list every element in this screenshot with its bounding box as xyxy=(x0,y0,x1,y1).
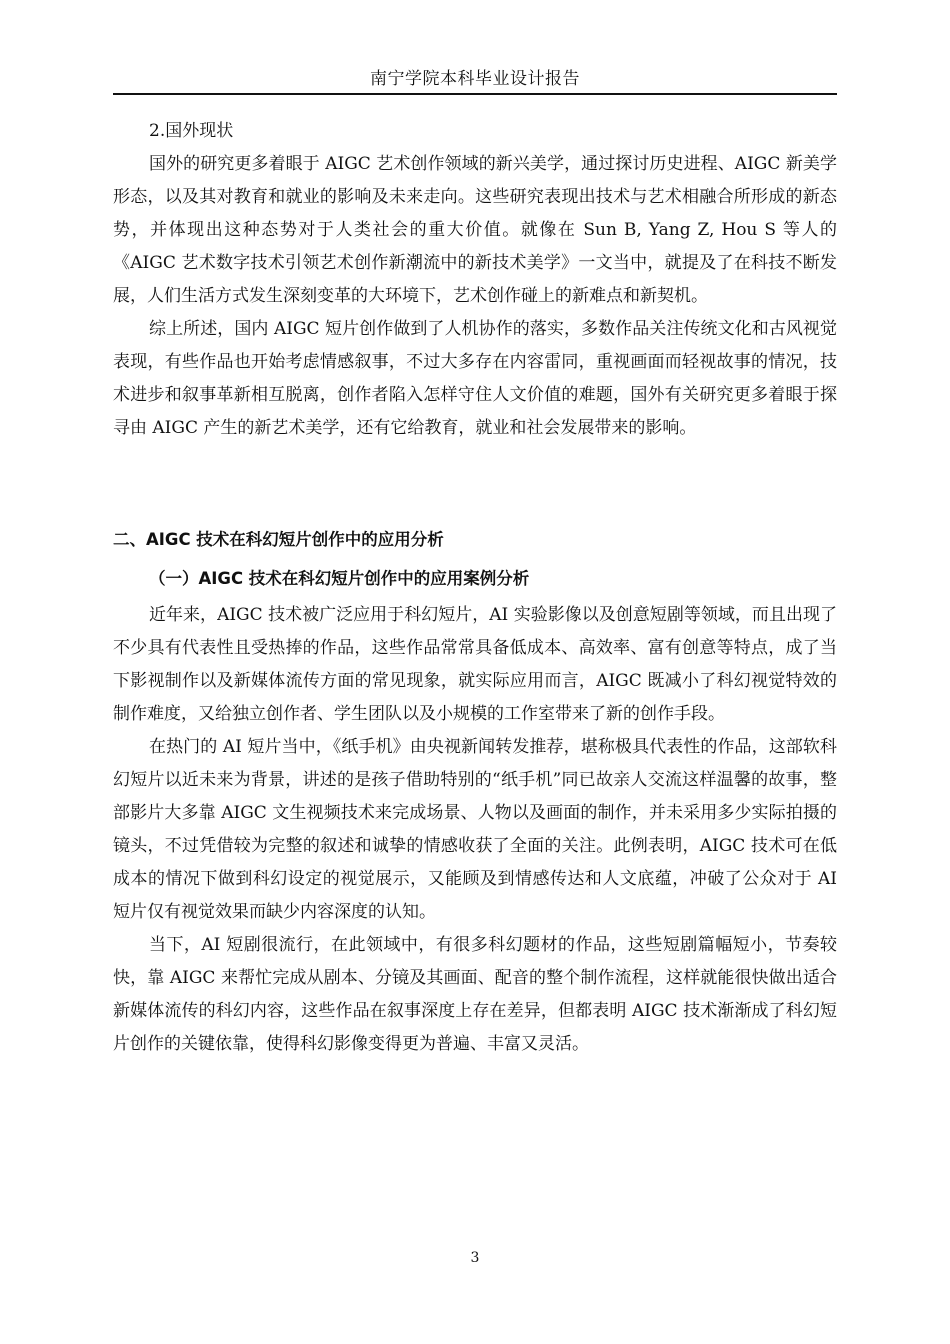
paragraph-short-drama: 当下，AI 短剧很流行，在此领域中，有很多科幻题材的作品，这些短剧篇幅短小，节奏较快，靠 AIGC 来帮忙完成从剧本、分镜及其画面、配音的整个制作流程，这样就能很快做出适合新媒体流传的科幻内容，这些作品在叙事深度上存在差异，但都表明 AIGC 技术渐渐成了科幻短片创作的关键依靠，使得科幻影像变得更为普遍、丰富又灵活。 xyxy=(113,935,837,1054)
page-body xyxy=(113,115,837,1061)
paragraph-recent-years: 近年来，AIGC 技术被广泛应用于科幻短片，AI 实验影像以及创意短剧等领域，而且出现了不少具有代表性且受热捧的作品，这些作品常常具备低成本、高效率、富有创意等特点，成了当下影视制作以及新媒体流传方面的常见现象，就实际应用而言，AIGC 既减小了科幻视觉特效的制作难度，又给独立创作者、学生团队以及小规模的工作室带来了新的创作手段。 xyxy=(113,605,837,724)
foreign-status-paragraph: 国外的研究更多着眼于 AIGC 艺术创作领域的新兴美学，通过探讨历史进程、AIGC 新美学形态，以及其对教育和就业的影响及未来走向。这些研究表现出技术与艺术相融合所形成的新态势，并体现出这种态势对于人类社会的重大价值。就像在 Sun B, Yang Z, Hou S 等人的《AIGC 艺术数字技术引领艺术创作新潮流中的新技术美学》一文当中，就提及了在科技不断发展，人们生活方式发生深刻变革的大环境下，艺术创作碰上的新难点和新契机。 xyxy=(113,154,837,306)
page-number: 3 xyxy=(470,1250,480,1266)
page-header-title: 南宁学院本科毕业设计报告 xyxy=(370,69,580,89)
foreign-status-heading: 2.国外现状 xyxy=(149,121,234,141)
section-one-title: （一）AIGC 技术在科幻短片创作中的应用案例分析 xyxy=(149,569,530,588)
paragraph-paper-phone: 在热门的 AI 短片当中，《纸手机》由央视新闻转发推荐，堪称极具代表性的作品，这部软科幻短片以近未来为背景，讲述的是孩子借助特别的“纸手机”同已故亲人交流这样温馨的故事，整部影片大多靠 AIGC 文生视频技术来完成场景、人物以及画面的制作，并未采用多少实际拍摄的镜头，不过凭借较为完整的叙述和诚挚的情感收获了全面的关注。此例表明，AIGC 技术可在低成本的情况下做到科幻设定的视觉展示，又能顾及到情感传达和人文底蕴，冲破了公众对于 AI 短片仅有视觉效果而缺少内容深度的认知。 xyxy=(113,737,837,922)
section-spacer xyxy=(113,445,837,511)
header-divider xyxy=(113,93,837,95)
chapter-two-title: 二、AIGC 技术在科幻短片创作中的应用分析 xyxy=(113,530,444,549)
summary-paragraph: 综上所述，国内 AIGC 短片创作做到了人机协作的落实，多数作品关注传统文化和古风视觉表现，有些作品也开始考虑情感叙事，不过大多存在内容雷同，重视画面而轻视故事的情况，技术进步和叙事革新相互脱离，创作者陷入怎样守住人文价值的难题，国外有关研究更多着眼于探寻由 AIGC 产生的新艺术美学，还有它给教育，就业和社会发展带来的影响。 xyxy=(113,319,837,438)
